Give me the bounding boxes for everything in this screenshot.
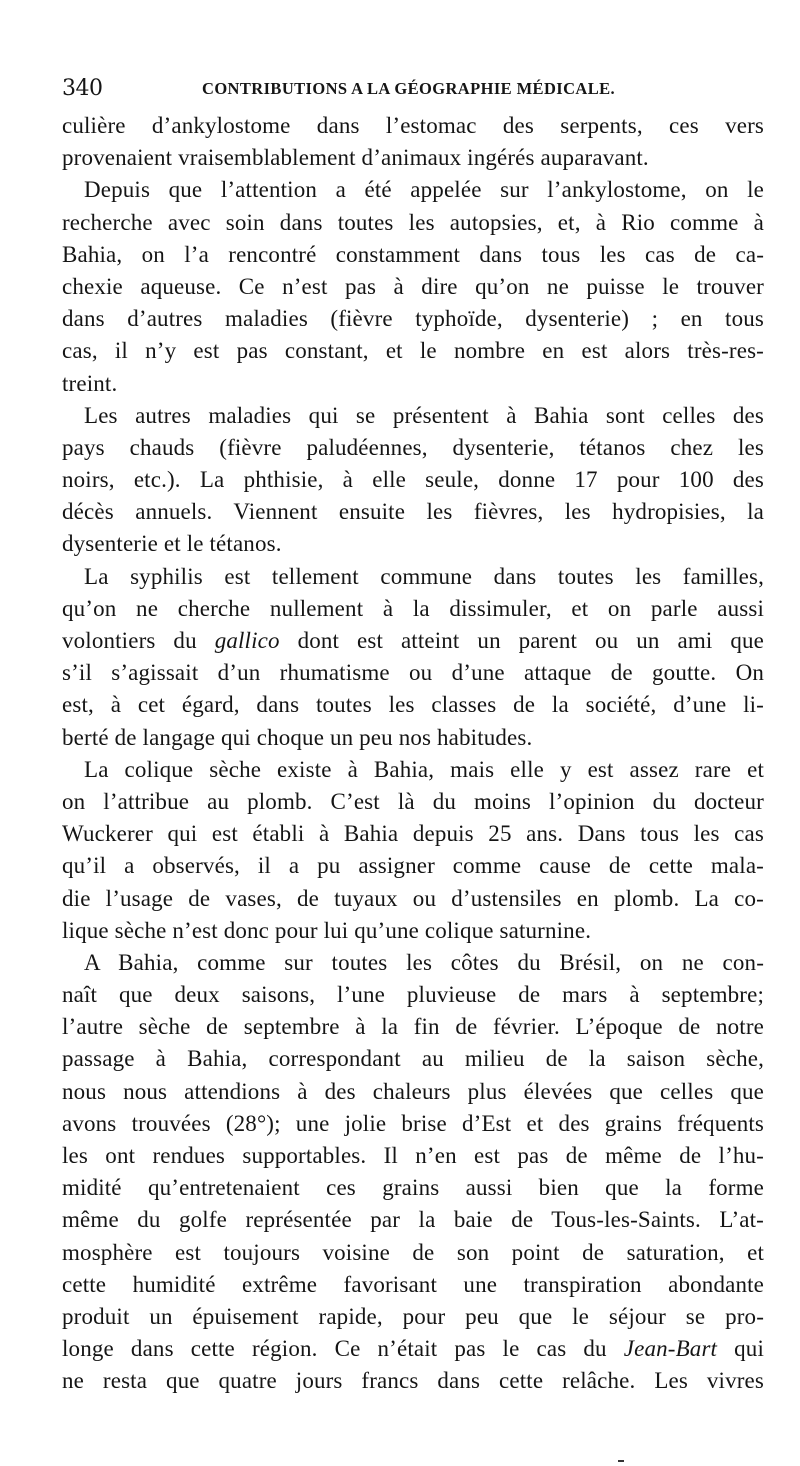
- text-line: décès annuels. Viennent ensuite les fièvres, les hydropisies, la: [62, 499, 764, 525]
- text-line: cette humidité extrême favorisant une transpiration abondante: [62, 1271, 764, 1297]
- text-line: passage à Bahia, correspondant au milieu de la saison sèche,: [62, 1046, 764, 1072]
- text-line: même du golfe représentée par la baie de Tous-les-Saints. L’at-: [62, 1207, 764, 1233]
- text-line: les ont rendues supportables. Il n’en est pas de même de l’hu-: [62, 1143, 764, 1168]
- text-line: Wuckerer qui est établi à Bahia depuis 25 ans. Dans tous les cas: [62, 821, 764, 847]
- text-line: mosphère est toujours voisine de son point de saturation, et: [62, 1239, 764, 1265]
- text-line: treint.: [62, 370, 118, 396]
- text-line: Bahia, on l’a rencontré constamment dans tous les cas de ca-: [62, 241, 764, 267]
- body-text: [62, 110, 764, 1398]
- text-line: volontiers du gallico dont est atteint un parent ou un ami que: [62, 628, 764, 653]
- text-line: cas, il n’y est pas constant, et le nombre en est alors très-res-: [62, 338, 764, 364]
- text-line: pays chauds (fièvre paludéennes, dysenterie, tétanos chez les: [62, 434, 764, 460]
- text-line: midité qu’entretenaient ces grains aussi bien que la forme: [62, 1175, 764, 1201]
- text-line: avons trouvées (28°); une jolie brise d’Est et des grains fréquents: [62, 1110, 764, 1136]
- text-line: A Bahia, comme sur toutes les côtes du Brésil, on ne con-: [84, 949, 764, 975]
- text-line: qu’il a observés, il a pu assigner comme cause de cette mala-: [62, 853, 764, 879]
- running-title: CONTRIBUTIONS A LA GÉOGRAPHIE MÉDICALE.: [202, 79, 616, 98]
- text-line: La colique sèche existe à Bahia, mais elle y est assez rare et: [84, 756, 764, 782]
- text-line: longe dans cette région. Ce n’était pas le cas du Jean-Bart qui: [62, 1336, 764, 1362]
- italic-term: gallico: [214, 628, 280, 653]
- text-line: est, à cet égard, dans toutes les classes de la société, d’une li-: [62, 692, 764, 718]
- text-line: Depuis que l’attention a été appelée sur l’ankylostome, on le: [84, 177, 764, 203]
- text-line: l’autre sèche de septembre à la fin de février. L’époque de notre: [62, 1014, 764, 1040]
- text-line: Les autres maladies qui se présentent à Bahia sont celles des: [84, 402, 764, 428]
- page-number: 340: [62, 76, 103, 101]
- text-line: produit un épuisement rapide, pour peu que le séjour se pro-: [62, 1303, 764, 1329]
- print-speck: [618, 1460, 624, 1462]
- text-line: dans d’autres maladies (fièvre typhoïde, dysenterie) ; en tous: [62, 306, 764, 332]
- text-line: noirs, etc.). La phthisie, à elle seule, donne 17 pour 100 des: [62, 467, 764, 493]
- text-line: culière d’ankylostome dans l’estomac des serpents, ces vers: [62, 113, 764, 138]
- text-line: nous nous attendions à des chaleurs plus élevées que celles que: [62, 1078, 764, 1104]
- page-header: [62, 76, 768, 108]
- italic-term: Jean-Bart: [623, 1336, 718, 1362]
- text-line: die l’usage de vases, de tuyaux ou d’ustensiles en plomb. La co-: [62, 885, 764, 911]
- text-line: lique sèche n’est donc pour lui qu’une colique saturnine.: [62, 917, 592, 943]
- text-line: on l’attribue au plomb. C’est là du moins l’opinion du docteur: [62, 788, 764, 814]
- text-line: naît que deux saisons, l’une pluvieuse de mars à septembre;: [62, 982, 764, 1008]
- text-line: recherche avec soin dans toutes les autopsies, et, à Rio comme à: [62, 209, 764, 235]
- text-line: La syphilis est tellement commune dans toutes les familles,: [84, 563, 764, 589]
- text-line: provenaient vraisemblablement d’animaux ingérés auparavant.: [62, 145, 649, 171]
- text-line: ne resta que quatre jours francs dans cette relâche. Les vivres: [62, 1368, 764, 1394]
- text-line: dysenterie et le tétanos.: [62, 531, 282, 557]
- text-line: berté de langage qui choque un peu nos habitudes.: [62, 724, 533, 750]
- text-line: s’il s’agissait d’un rhumatisme ou d’une attaque de goutte. On: [62, 660, 764, 686]
- text-line: chexie aqueuse. Ce n’est pas à dire qu’on ne puisse le trouver: [62, 273, 764, 299]
- text-line: qu’on ne cherche nullement à la dissimuler, et on parle aussi: [62, 595, 764, 621]
